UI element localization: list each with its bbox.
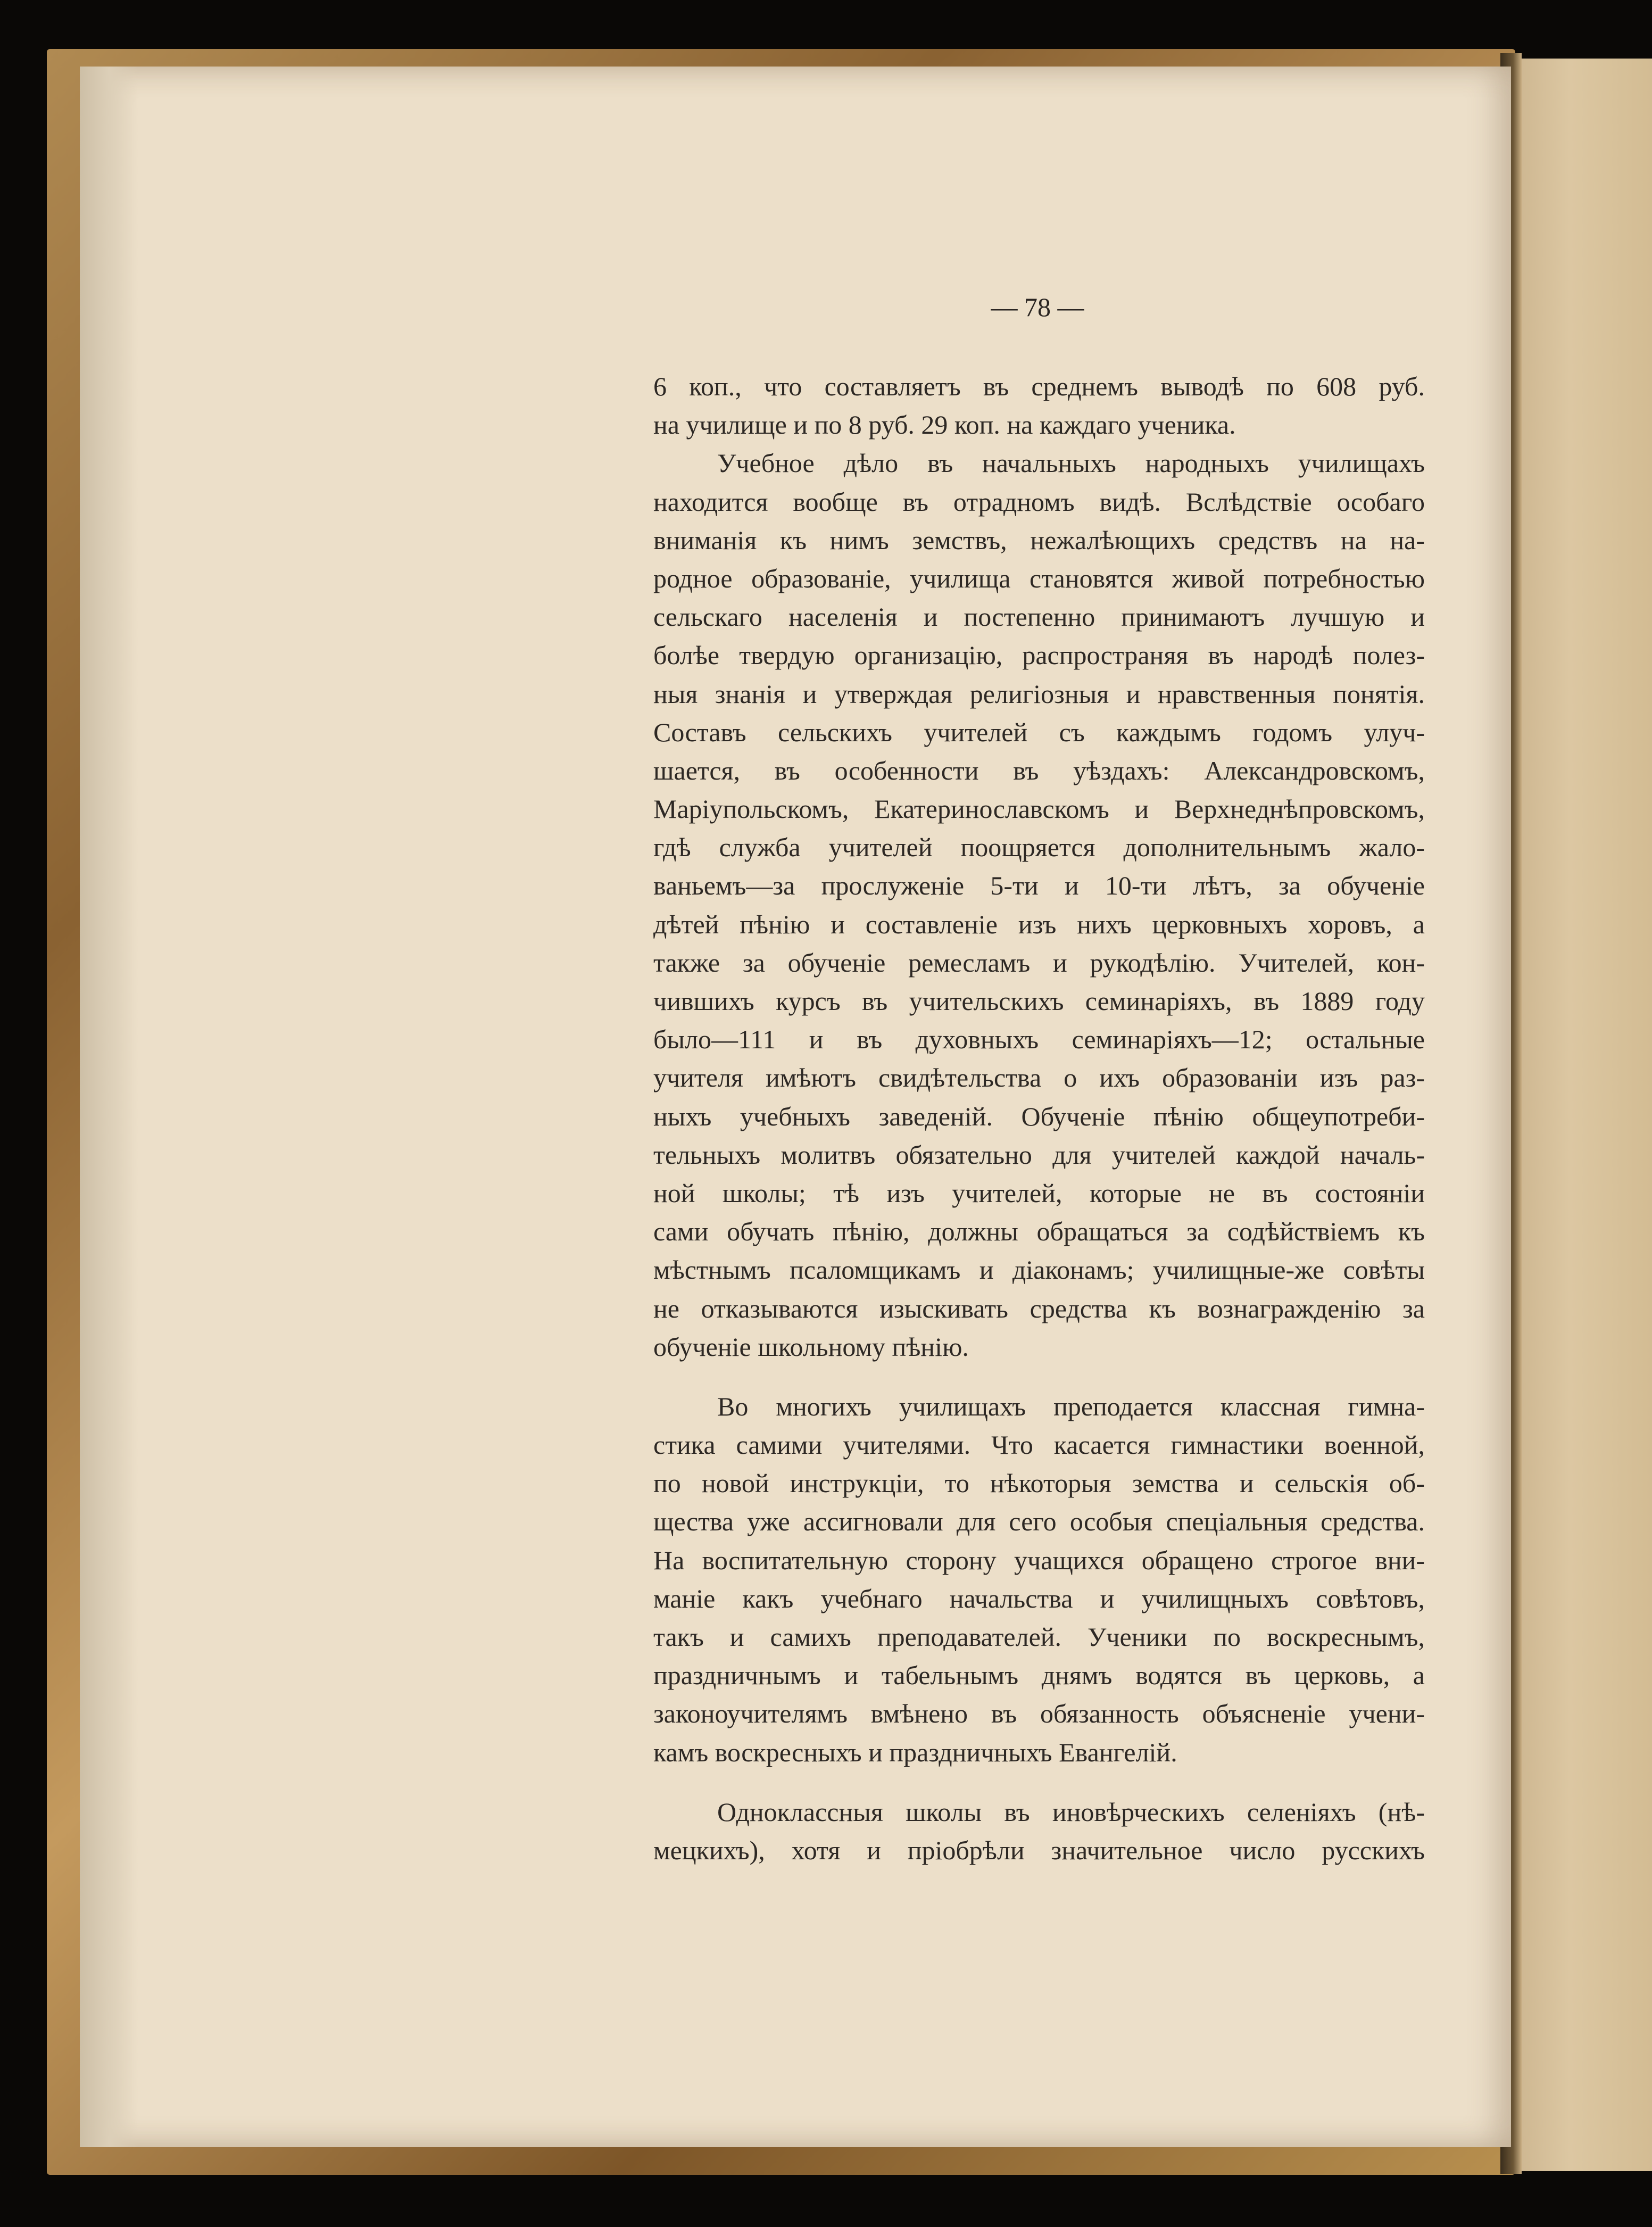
text-line: было—111 и въ духовныхъ семинаріяхъ—12; остальные [653,1024,1425,1055]
text-line: Маріупольскомъ, Екатеринославскомъ и Верхнеднѣпровскомъ, [653,794,1425,824]
text-line: маніе какъ учебнаго начальства и училищныхъ совѣтовъ, [653,1583,1425,1613]
text-line: сами обучать пѣнію, должны обращаться за содѣйствіемъ къ [653,1216,1425,1247]
text-line: На воспитательную сторону учащихся обращено строгое вни- [653,1545,1425,1575]
text-line: ныхъ учебныхъ заведеній. Обученіе пѣнію общеупотреби- [653,1101,1425,1131]
text-line: мецкихъ), хотя и пріобрѣли значительное число русскихъ [653,1835,1425,1865]
text-line: гдѣ служба учителей поощряется дополнительнымъ жало- [653,832,1425,863]
text-line: чившихъ курсъ въ учительскихъ семинаріяхъ, въ 1889 году [653,986,1425,1016]
text-line: Одноклассныя школы въ иновѣрческихъ селеніяхъ (нѣ- [717,1796,1425,1827]
text-line: шается, въ особенности въ уѣздахъ: Александровскомъ, [653,755,1425,785]
text-line: обученіе школьному пѣнію. [653,1331,969,1362]
text-line: ваньемъ—за прослуженіе 5-ти и 10-ти лѣтъ, за обученіе [653,871,1425,901]
text-line: Во многихъ училищахъ преподается классная гимна- [717,1391,1425,1421]
text-line: по новой инструкціи, то нѣкоторыя земства и сельскія об- [653,1468,1425,1499]
text-line: Составъ сельскихъ учителей съ каждымъ годомъ улуч- [653,717,1425,747]
text-line: праздничнымъ и табельнымъ днямъ водятся въ церковь, а [653,1660,1425,1691]
text-line: ной школы; тѣ изъ учителей, которые не въ состояніи [653,1178,1425,1208]
text-line: болѣе твердую организацію, распространяя въ народѣ полез- [653,640,1425,670]
text-line: мѣстнымъ псаломщикамъ и діаконамъ; училищные-же совѣты [653,1255,1425,1285]
facing-page-edge [1515,59,1652,2171]
page-spine-fold [80,67,138,2147]
text-line: тельныхъ молитвъ обязательно для учителей каждой началь- [653,1139,1425,1170]
text-line: находится вообще въ отрадномъ видѣ. Вслѣдствіе особаго [653,486,1425,517]
paragraph-gap [653,1771,1425,1793]
page-number: — 78 — [991,292,1084,322]
text-line: родное образованіе, училища становятся живой потребностью [653,563,1425,593]
text-line: учителя имѣютъ свидѣтельства о ихъ образованіи изъ раз- [653,1063,1425,1093]
text-line: 6 коп., что составляетъ въ среднемъ выводѣ по 608 руб. [653,371,1425,401]
text-line: стика самими учителями. Что касается гимнастики военной, [653,1430,1425,1460]
paragraph-gap [653,1366,1425,1387]
text-line: дѣтей пѣнію и составленіе изъ нихъ церковныхъ хоровъ, а [653,909,1425,939]
text-line: законоучителямъ вмѣнено въ обязанность объясненіе учени- [653,1699,1425,1729]
text-line: такъ и самихъ преподавателей. Ученики по воскреснымъ, [653,1622,1425,1652]
text-line: ныя знанія и утверждая религіозныя и нравственныя понятія. [653,678,1425,709]
text-line: щества уже ассигновали для сего особыя спеціальныя средства. [653,1506,1425,1537]
text-line: Учебное дѣло въ начальныхъ народныхъ училищахъ [717,448,1425,478]
body-text [653,367,1425,1869]
text-line: сельскаго населенія и постепенно принимаютъ лучшую и [653,602,1425,632]
text-line: вниманія къ нимъ земствъ, нежалѣющихъ средствъ на на- [653,525,1425,555]
text-line: камъ воскресныхъ и праздничныхъ Евангелій. [653,1737,1177,1767]
text-line: также за обученіе ремесламъ и рукодѣлію. Учителей, кон- [653,947,1425,978]
text-line: на училище и по 8 руб. 29 коп. на каждаго ученика. [653,410,1236,440]
text-line: не отказываются изыскивать средства къ вознагражденію за [653,1293,1425,1323]
